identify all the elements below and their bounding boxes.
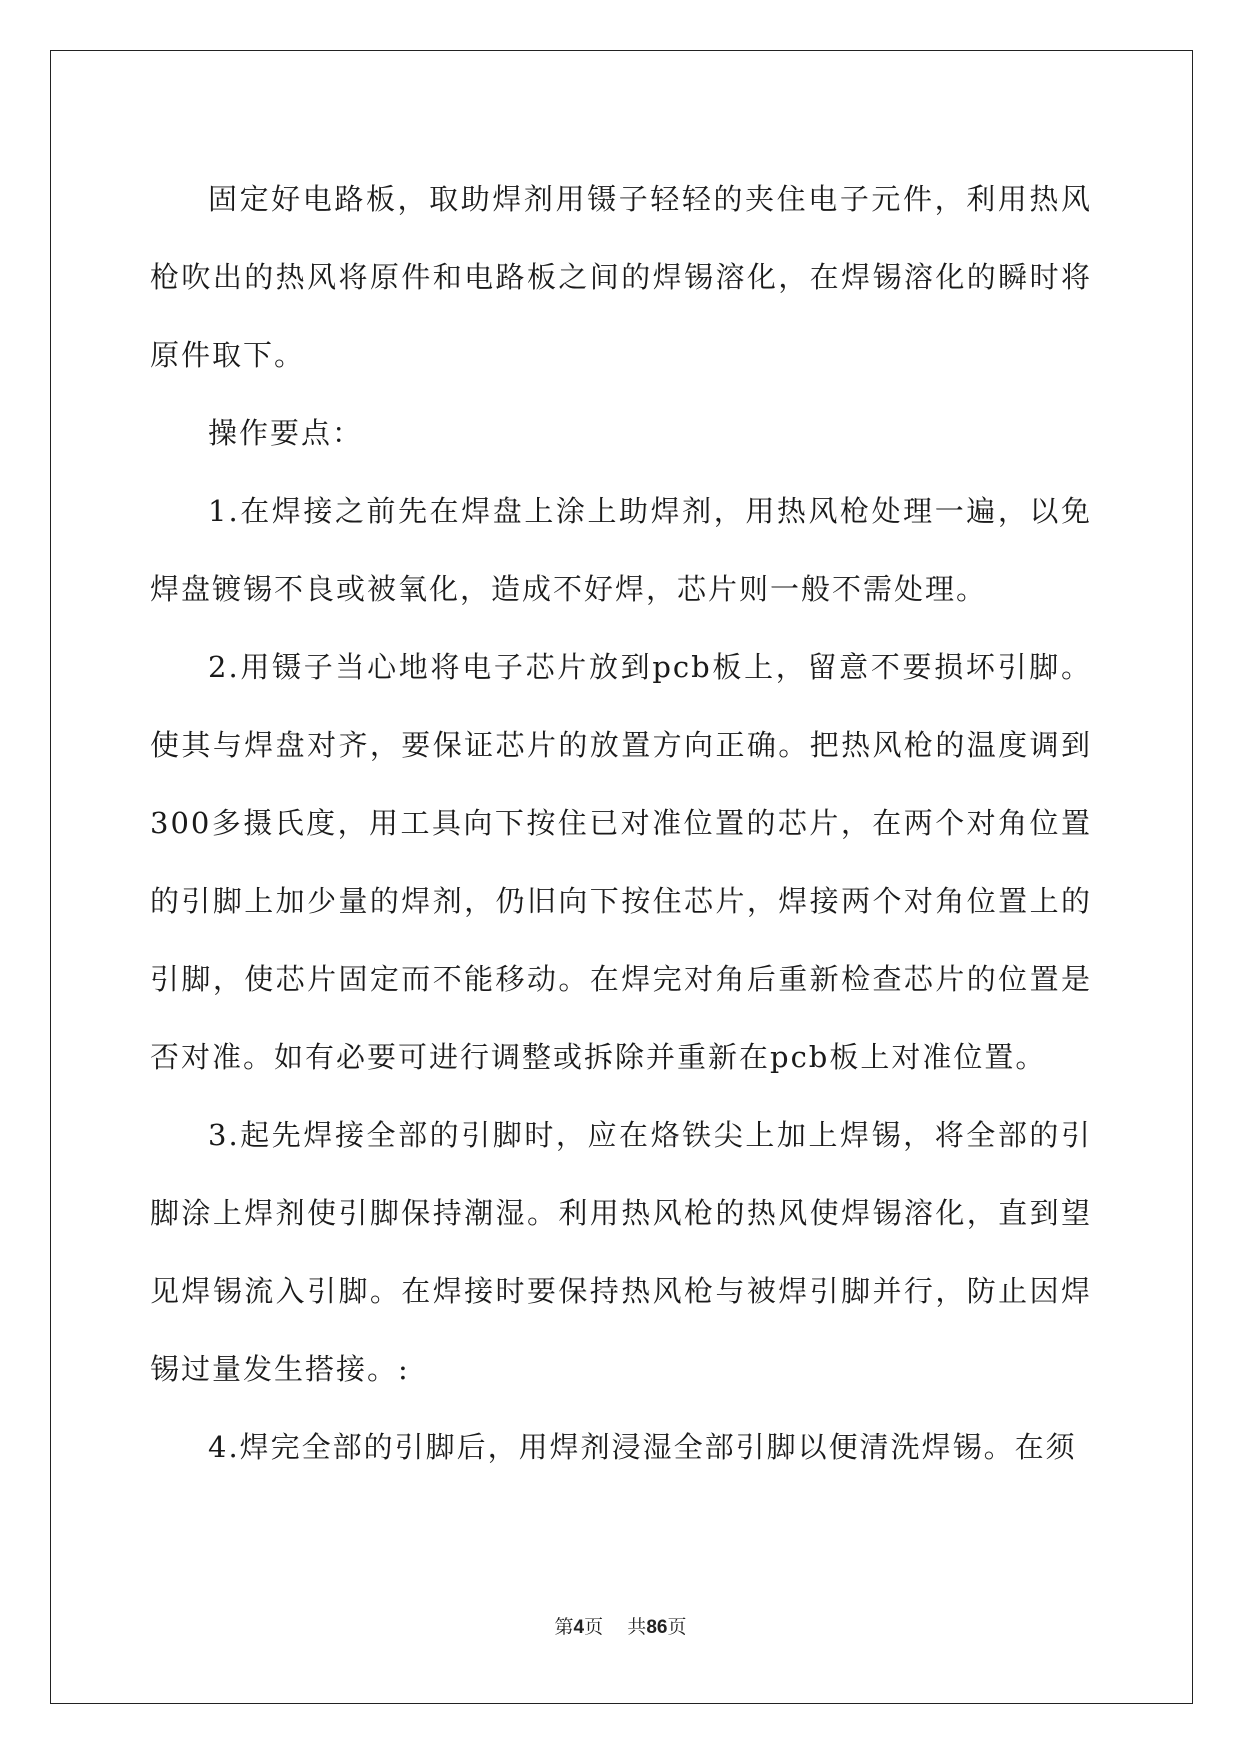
paragraph: 固定好电路板，取助焊剂用镊子轻轻的夹住电子元件，利用热风枪吹出的热风将原件和电路板之间的焊锡溶化，在焊锡溶化的瞬时将原件取下。	[150, 182, 1092, 372]
total-pages-number: 86	[646, 1617, 668, 1638]
footer-prefix: 第	[554, 1616, 574, 1638]
document-body	[150, 160, 1092, 1486]
paragraph: 1.在焊接之前先在焊盘上涂上助焊剂，用热风枪处理一遍，以免焊盘镀锡不良或被氧化，造成不好焊，芯片则一般不需处理。	[150, 494, 1092, 606]
current-page-number: 4	[573, 1617, 585, 1638]
footer-total-suffix: 页	[667, 1616, 687, 1638]
paragraph: 2.用镊子当心地将电子芯片放到pcb板上，留意不要损坏引脚。使其与焊盘对齐，要保证芯片的放置方向正确。把热风枪的温度调到300多摄氏度，用工具向下按住已对准位置的芯片，在两个对角位置的引脚上加少量的焊剂，仍旧向下按住芯片，焊接两个对角位置上的引脚，使芯片固定而不能移动。在焊完对角后重新检查芯片的位置是否对准。如有必要可进行调整或拆除并重新在pcb板上对准位置。	[150, 650, 1092, 1074]
paragraph: 操作要点：	[208, 416, 364, 450]
footer-page-suffix: 页	[584, 1616, 604, 1638]
paragraph: 4.焊完全部的引脚后，用焊剂浸湿全部引脚以便清洗焊锡。在须	[208, 1430, 1077, 1464]
page-footer	[0, 1612, 1241, 1639]
paragraph: 3.起先焊接全部的引脚时，应在烙铁尖上加上焊锡，将全部的引脚涂上焊剂使引脚保持潮湿。利用热风枪的热风使焊锡溶化，直到望见焊锡流入引脚。在焊接时要保持热风枪与被焊引脚并行，防止因焊锡过量发生搭接。:	[150, 1118, 1092, 1386]
footer-total-prefix: 共	[627, 1616, 647, 1638]
